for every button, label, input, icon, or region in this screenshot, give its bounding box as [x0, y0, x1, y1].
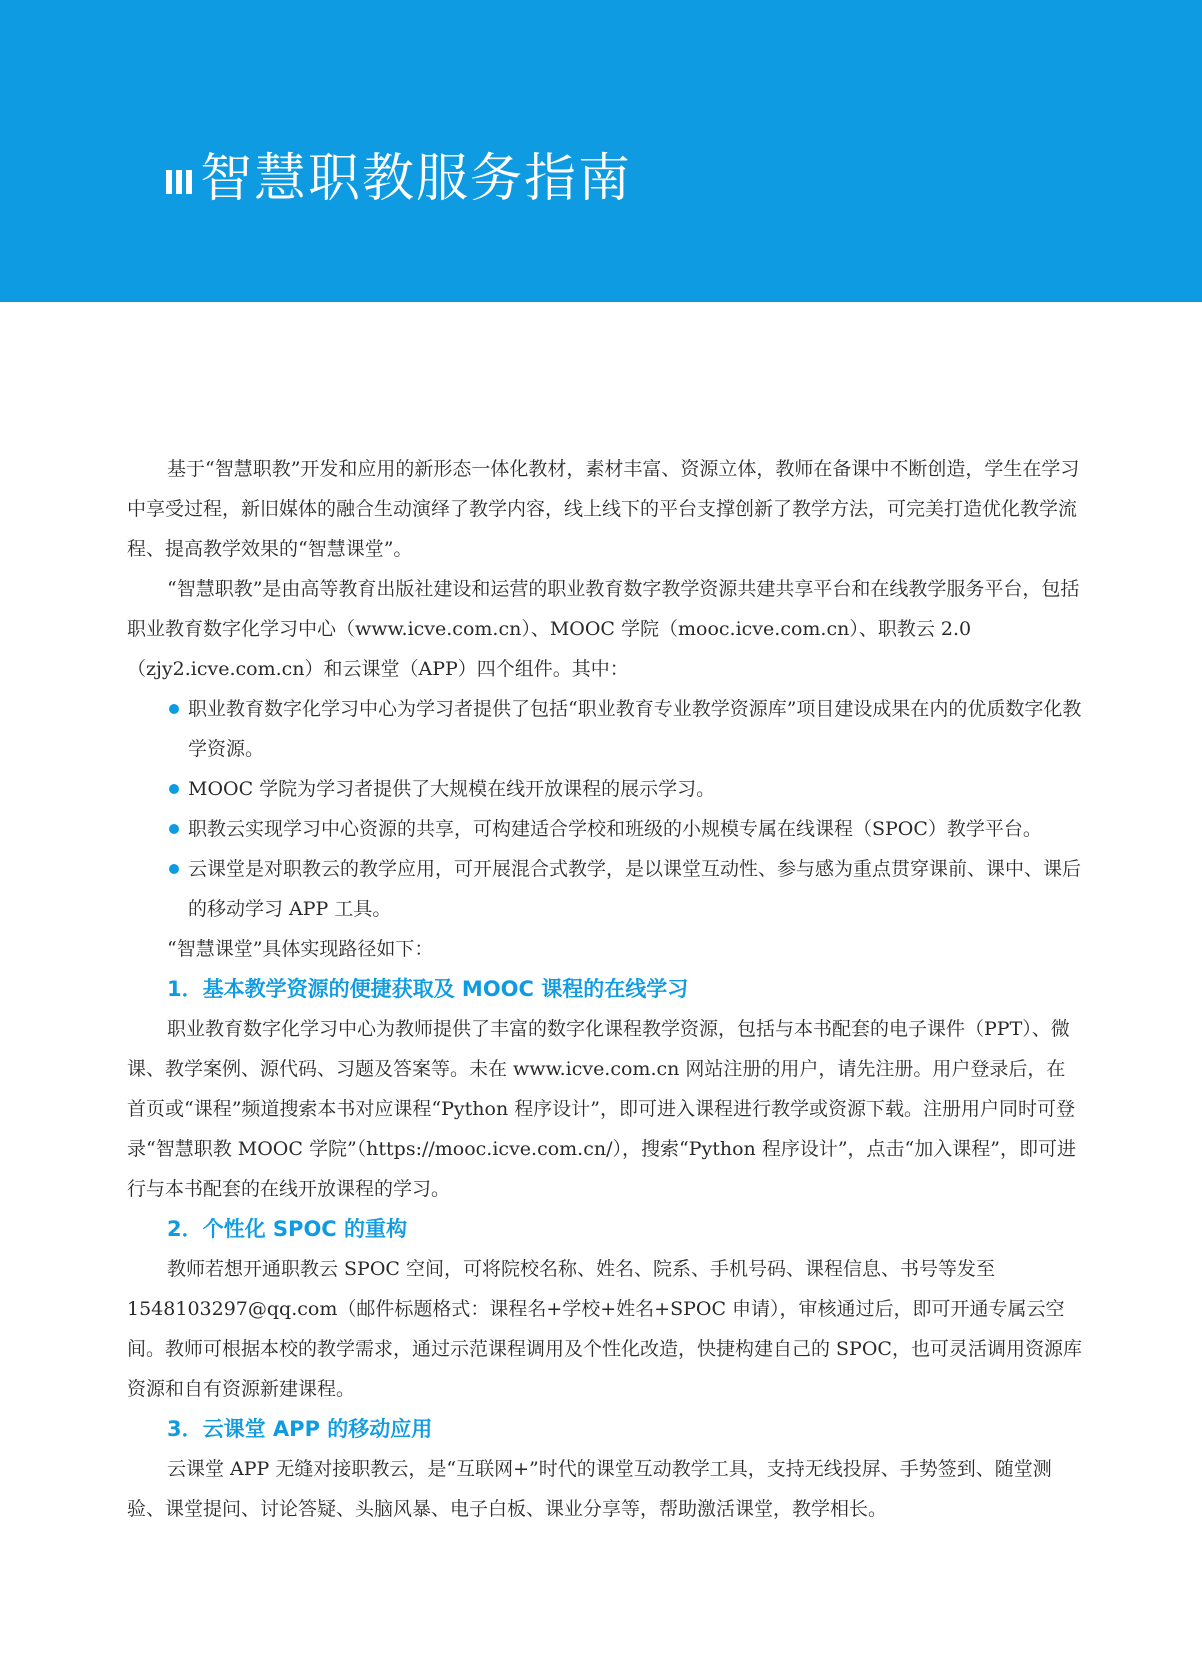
bullet-dot-icon [169, 824, 179, 834]
list-item-text: MOOC 学院为学习者提供了大规模在线开放课程的展示学习。 [188, 778, 716, 800]
main-content [127, 449, 1083, 1529]
list-item [127, 809, 1083, 849]
section-body-3: 云课堂 APP 无缝对接职教云，是“互联网+”时代的课堂互动教学工具，支持无线投屏、手势签到、随堂测验、课堂提问、讨论答疑、头脑风暴、电子白板、课业分享等，帮助激活课堂，教学相长。 [127, 1458, 1052, 1520]
list-item [127, 849, 1083, 929]
list-item-text: 云课堂是对职教云的教学应用，可开展混合式教学，是以课堂互动性、参与感为重点贯穿课前、课中、课后的移动学习 APP 工具。 [188, 858, 1082, 920]
list-item [127, 769, 1083, 809]
bullet-dot-icon [169, 704, 179, 714]
section-heading-2: 2．个性化 SPOC 的重构 [167, 1217, 408, 1241]
path-intro: “智慧课堂”具体实现路径如下： [167, 938, 434, 960]
header-banner [0, 0, 1202, 302]
intro-paragraph-1: 基于“智慧职教”开发和应用的新形态一体化教材，素材丰富、资源立体，教师在备课中不断创造，学生在学习中享受过程，新旧媒体的融合生动演绎了教学内容，线上线下的平台支撑创新了教学方法，可完美打造优化教学流程、提高教学效果的“智慧课堂”。 [127, 458, 1080, 560]
section-body-1: 职业教育数字化学习中心为教师提供了丰富的数字化课程教学资源，包括与本书配套的电子课件（PPT）、微课、教学案例、源代码、习题及答案等。未在 www.icve.com.cn 网站注册的用户，请先注册。用户登录后，在首页或“课程”频道搜索本书对应课程“Python 程序设计”，即可进入课程进行教学或资源下载。注册用户同时可登录“智慧职教 MOOC 学院”（https://mooc.icve.com.cn/），搜索“Python 程序设计”，点击“加入课程”，即可进行与本书配套的在线开放课程的学习。 [127, 1018, 1076, 1200]
title-row [166, 146, 632, 212]
bullet-dot-icon [169, 864, 179, 874]
section-body-2: 教师若想开通职教云 SPOC 空间，可将院校名称、姓名、院系、手机号码、课程信息、书号等发至1548103297@qq.com（邮件标题格式：课程名+学校+姓名+SPOC 申请），审核通过后，即可开通专属云空间。教师可根据本校的教学需求，通过示范课程调用及个性化改造，快捷构建自己的 SPOC，也可灵活调用资源库资源和自有资源新建课程。 [127, 1258, 1082, 1400]
list-item [127, 689, 1083, 769]
section-heading-1: 1．基本教学资源的便捷获取及 MOOC 课程的在线学习 [167, 977, 689, 1001]
bullet-dot-icon [169, 784, 179, 794]
title-bars-icon [166, 170, 192, 194]
component-list [127, 689, 1083, 929]
intro-paragraph-2: “智慧职教”是由高等教育出版社建设和运营的职业教育数字教学资源共建共享平台和在线教学服务平台，包括职业教育数字化学习中心（www.icve.com.cn）、MOOC 学院（mooc.icve.com.cn）、职教云 2.0（zjy2.icve.com.cn）和云课堂（APP）四个组件。其中： [127, 578, 1080, 680]
list-item-text: 职教云实现学习中心资源的共享，可构建适合学校和班级的小规模专属在线课程（SPOC）教学平台。 [188, 818, 1042, 840]
section-heading-3: 3．云课堂 APP 的移动应用 [167, 1417, 433, 1441]
list-item-text: 职业教育数字化学习中心为学习者提供了包括“职业教育专业教学资源库”项目建设成果在内的优质数字化教学资源。 [188, 698, 1082, 760]
page-title: 智慧职教服务指南 [200, 149, 633, 209]
